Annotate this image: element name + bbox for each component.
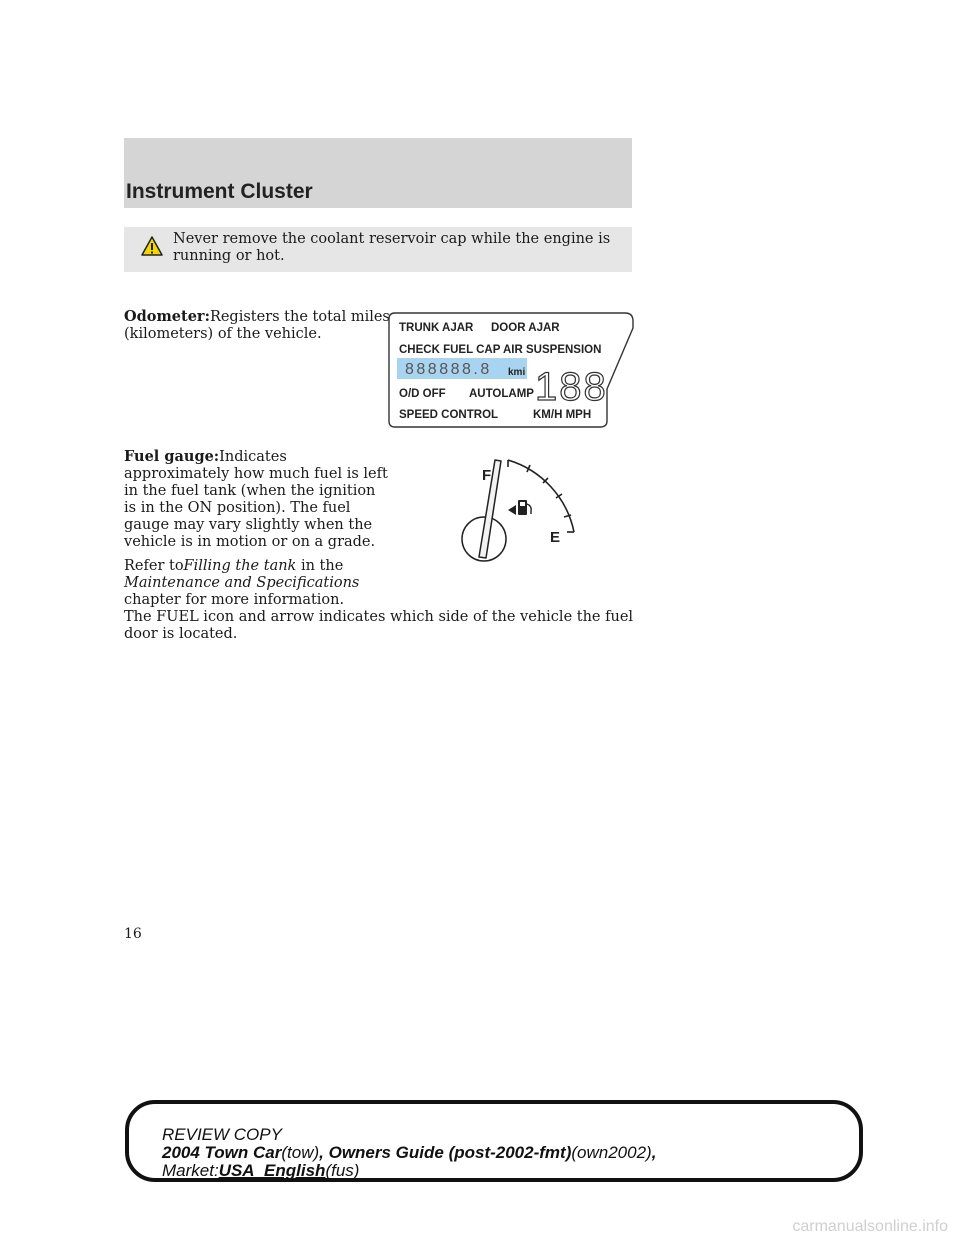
lcd-trunk-ajar: TRUNK AJAR — [399, 322, 474, 334]
lcd-odometer-digits: 888888.8 — [405, 361, 492, 378]
lcd-speed-control: SPEED CONTROL — [399, 409, 499, 421]
gauge-empty-mark: E — [550, 529, 561, 546]
footer-guide-code: (own2002) — [571, 1143, 652, 1162]
fuel-gauge-text-6: vehicle is in motion or on a grade. — [124, 534, 376, 550]
gauge-full-mark: F — [482, 467, 492, 484]
message-center-display — [385, 305, 635, 435]
fuel-gauge-text-5: gauge may vary slightly when the — [124, 517, 373, 533]
odometer-text-1: Registers the total miles — [209, 309, 390, 325]
footer-guide: Owners Guide (post-2002-fmt) — [328, 1143, 572, 1162]
fuel-gauge-text-4: is in the ON position). The fuel — [124, 500, 351, 516]
footer-model: 2004 Town Car — [162, 1143, 282, 1162]
warning-text: Never remove the coolant reservoir cap while the engine is running or hot. — [173, 231, 611, 264]
footer-sep-2: , — [651, 1143, 657, 1162]
fuel-gauge-text-2: approximately how much fuel is left — [124, 466, 388, 482]
footer-model-code: (tow) — [281, 1143, 320, 1162]
odometer-text-2: (kilometers) of the vehicle. — [124, 326, 322, 342]
lcd-air-suspension: AIR SUSPENSION — [503, 344, 602, 356]
page-title: Instrument Cluster — [126, 180, 313, 203]
footer-market: USA_English — [218, 1161, 326, 1180]
fuel-pump-icon — [508, 500, 531, 515]
footer-text — [162, 1126, 656, 1180]
fuel-gauge-paragraph — [124, 448, 414, 551]
fuel-gauge-label: Fuel gauge: — [124, 448, 220, 465]
warning-box — [124, 227, 632, 272]
fuel-gauge-text-1: Indicates — [219, 449, 287, 465]
refer-link-filling-the-tank: Filling the tank — [183, 558, 297, 574]
fuel-icon-paragraph — [124, 609, 684, 643]
footer-sep-1: , — [319, 1143, 329, 1162]
lcd-check-fuel-cap: CHECK FUEL CAP — [399, 344, 501, 356]
fuel-icon-text-1: The FUEL icon and arrow indicates which side of the vehicle the fuel — [124, 609, 634, 625]
lcd-od-off: O/D OFF — [399, 388, 446, 400]
refer-link-maintenance: Maintenance and Specifications — [124, 575, 360, 591]
warning-triangle-icon — [141, 235, 163, 257]
refer-paragraph — [124, 558, 424, 609]
refer-prefix: Refer to — [124, 558, 184, 574]
odometer-label: Odometer: — [124, 308, 210, 325]
footer-market-label: Market: — [162, 1161, 219, 1180]
footer-review-copy: REVIEW COPY — [162, 1125, 282, 1144]
refer-suffix: chapter for more information. — [124, 592, 345, 608]
lcd-speed-digits: 188 — [535, 365, 608, 409]
section-header — [124, 138, 632, 208]
fuel-gauge-text-3: in the fuel tank (when the ignition — [124, 483, 376, 499]
lcd-door-ajar: DOOR AJAR — [491, 322, 560, 334]
page-number: 16 — [124, 926, 142, 942]
odometer-paragraph — [124, 308, 394, 343]
refer-mid: in the — [300, 558, 344, 574]
footer-market-code: (fus) — [325, 1161, 360, 1180]
lcd-unit-kmi: kmi — [508, 367, 526, 378]
lcd-kmh-mph: KM/H MPH — [533, 409, 592, 421]
fuel-gauge-illustration — [450, 448, 590, 568]
fuel-icon-text-2: door is located. — [124, 626, 238, 642]
lcd-autolamp: AUTOLAMP — [469, 388, 534, 400]
watermark: carmanualsonline.info — [792, 1218, 948, 1235]
